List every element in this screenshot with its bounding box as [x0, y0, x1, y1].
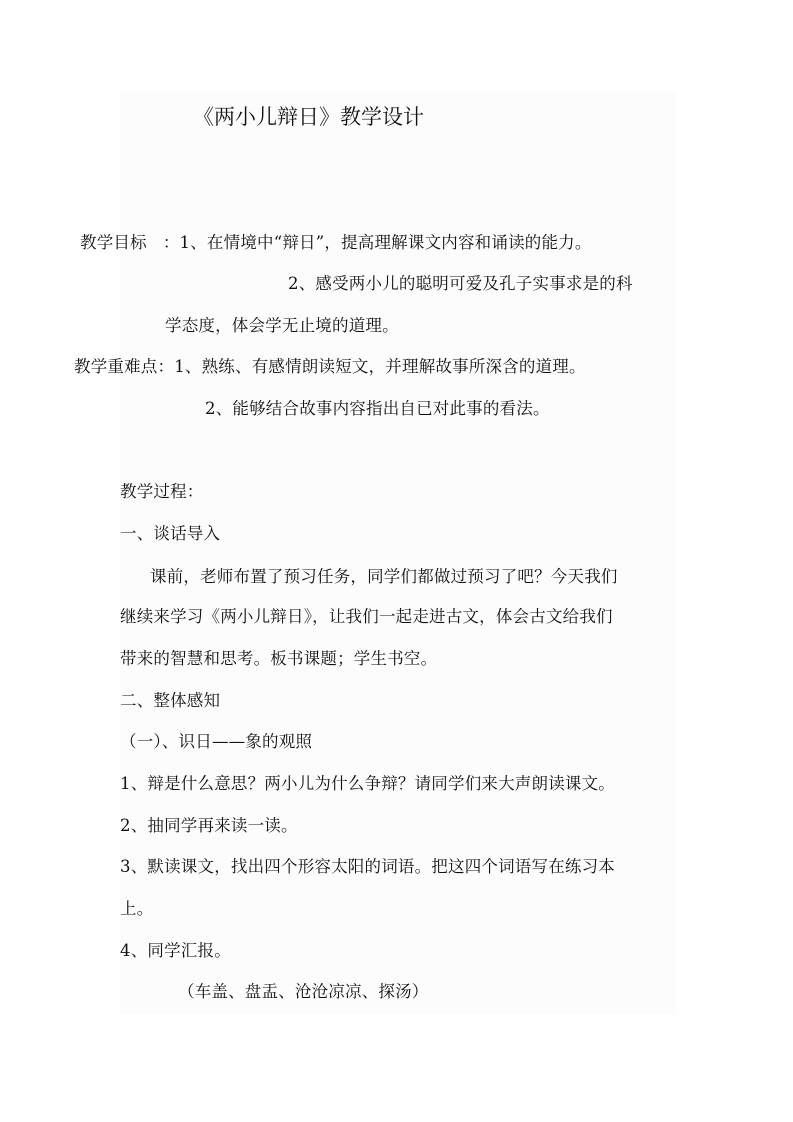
- objective-item-2-part1: 2、感受两小儿的聪明可爱及孔子实事求是的科: [288, 274, 633, 293]
- step-3-line-2: 上。: [120, 899, 154, 918]
- key-point-item-2: 2、能够结合故事内容指出自已对此事的看法。: [205, 399, 550, 418]
- objective-item-2-part2: 学态度，体会学无止境的道理。: [165, 316, 399, 335]
- section-1-paragraph-line-1: 课前，老师布置了预习任务，同学们都做过预习了吧？今天我们: [150, 567, 618, 586]
- objectives-separator: ：: [162, 233, 180, 252]
- step-3-line-1: 3、默读课文，找出四个形容太阳的词语。把这四个词语写在练习本: [120, 857, 615, 876]
- step-2: 2、抽同学再来读一读。: [120, 816, 298, 835]
- document-title: 《两小儿辩日》教学设计: [193, 105, 424, 129]
- key-points-line-1: [74, 356, 586, 378]
- section-1-paragraph-line-3: 带来的智慧和思考。板书课题；学生书空。: [120, 649, 438, 668]
- section-1-heading: 一、谈话导入: [120, 524, 221, 543]
- section-2-subheading: （一）、识日——象的观照: [120, 732, 313, 751]
- objectives-line-1: [80, 232, 592, 254]
- key-point-item-1: 1、熟练、有感情朗读短文，并理解故事所深含的道理。: [174, 357, 586, 376]
- step-1: 1、辩是什么意思？两小儿为什么争辩？请同学们来大声朗读课文。: [120, 774, 615, 793]
- objectives-label: 教学目标: [80, 233, 147, 252]
- step-4: 4、同学汇报。: [120, 941, 231, 960]
- key-points-label: 教学重难点：: [74, 357, 175, 376]
- section-2-heading: 二、整体感知: [120, 691, 221, 710]
- section-1-paragraph-line-2: 继续来学习《两小儿辩日》，让我们一起走进古文，体会古文给我们: [120, 607, 613, 626]
- process-label: 教学过程：: [120, 482, 204, 501]
- objective-item-1: 1、在情境中“辩日”，提高理解课文内容和诵读的能力。: [179, 233, 592, 252]
- answer-words: （车盖、盘盂、沧沧凉凉、探汤）: [178, 982, 429, 1001]
